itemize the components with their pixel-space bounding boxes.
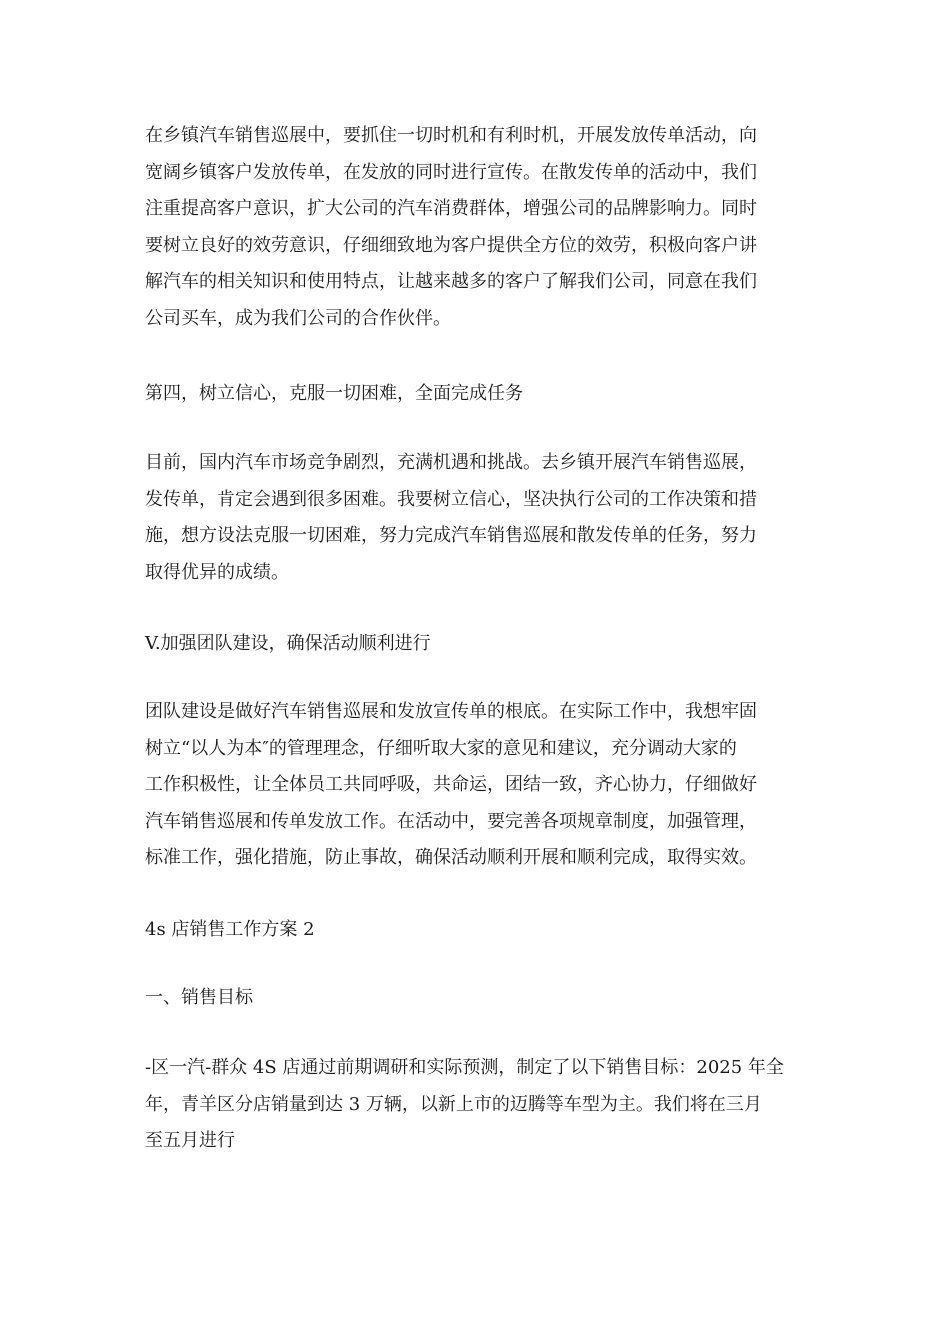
text-line: 团队建设是做好汽车销售巡展和发放宣传单的根底。在实际工作中，我想牢固 bbox=[145, 701, 757, 722]
heading-text: V.加强团队建设，确保活动顺利进行 bbox=[145, 633, 431, 654]
subheading-text: 一、销售目标 bbox=[145, 987, 253, 1008]
body-paragraph bbox=[145, 694, 817, 877]
section-heading bbox=[145, 376, 817, 413]
text-line: 公司买车，成为我们公司的合作伙伴。 bbox=[145, 307, 451, 329]
text-line: 要树立良好的效劳意识，仔细细致地为客户提供全方位的效劳，积极向客户讲 bbox=[145, 234, 757, 256]
text-line: -区一汽-群众 4S 店通过前期调研和实际预测，制定了以下销售目标：2025 年全 bbox=[145, 1057, 784, 1078]
text-line: 汽车销售巡展和传单发放工作。在活动中，要完善各项规章制度，加强管理， bbox=[145, 810, 757, 832]
subheading bbox=[145, 980, 817, 1017]
section-title-text: 4s 店销售工作方案 2 bbox=[145, 919, 315, 940]
text-line: 树立“以人为本″的管理理念，仔细听取大家的意见和建议，充分调动大家的 bbox=[145, 737, 737, 759]
text-line: 目前，国内汽车市场竞争剧烈，充满机遇和挑战。去乡镇开展汽车销售巡展， bbox=[145, 452, 757, 473]
text-line: 至五月进行 bbox=[145, 1130, 235, 1151]
text-line: 解汽车的相关知识和使用特点，让越来越多的客户了解我们公司，同意在我们 bbox=[145, 271, 757, 292]
heading-text: 第四，树立信心，克服一切困难，全面完成任务 bbox=[145, 383, 523, 404]
body-paragraph bbox=[145, 118, 817, 337]
text-line: 取得优异的成绩。 bbox=[145, 561, 289, 583]
section-heading bbox=[145, 626, 817, 663]
text-line: 发传单，肯定会遇到很多困难。我要树立信心，坚决执行公司的工作决策和措 bbox=[145, 488, 757, 510]
text-line: 注重提高客户意识，扩大公司的汽车消费群体，增强公司的品牌影响力。同时 bbox=[145, 198, 757, 219]
document-section-title bbox=[145, 912, 817, 949]
text-line: 工作积极性，让全体员工共同呼吸，共命运，团结一致，齐心协力，仔细做好 bbox=[145, 774, 757, 795]
text-line: 标准工作，强化措施，防止事故，确保活动顺利开展和顺利完成，取得实效。 bbox=[145, 847, 757, 868]
body-paragraph bbox=[145, 1050, 817, 1160]
text-line: 年，青羊区分店销量到达 3 万辆，以新上市的迈腾等车型为主。我们将在三月 bbox=[145, 1093, 762, 1115]
text-line: 宽阔乡镇客户发放传单，在发放的同时进行宣传。在散发传单的活动中，我们 bbox=[145, 161, 757, 183]
text-line: 在乡镇汽车销售巡展中，要抓住一切时机和有利时机，开展发放传单活动，向 bbox=[145, 125, 757, 146]
body-paragraph bbox=[145, 445, 817, 591]
text-line: 施，想方设法克服一切困难，努力完成汽车销售巡展和散发传单的任务，努力 bbox=[145, 525, 757, 546]
